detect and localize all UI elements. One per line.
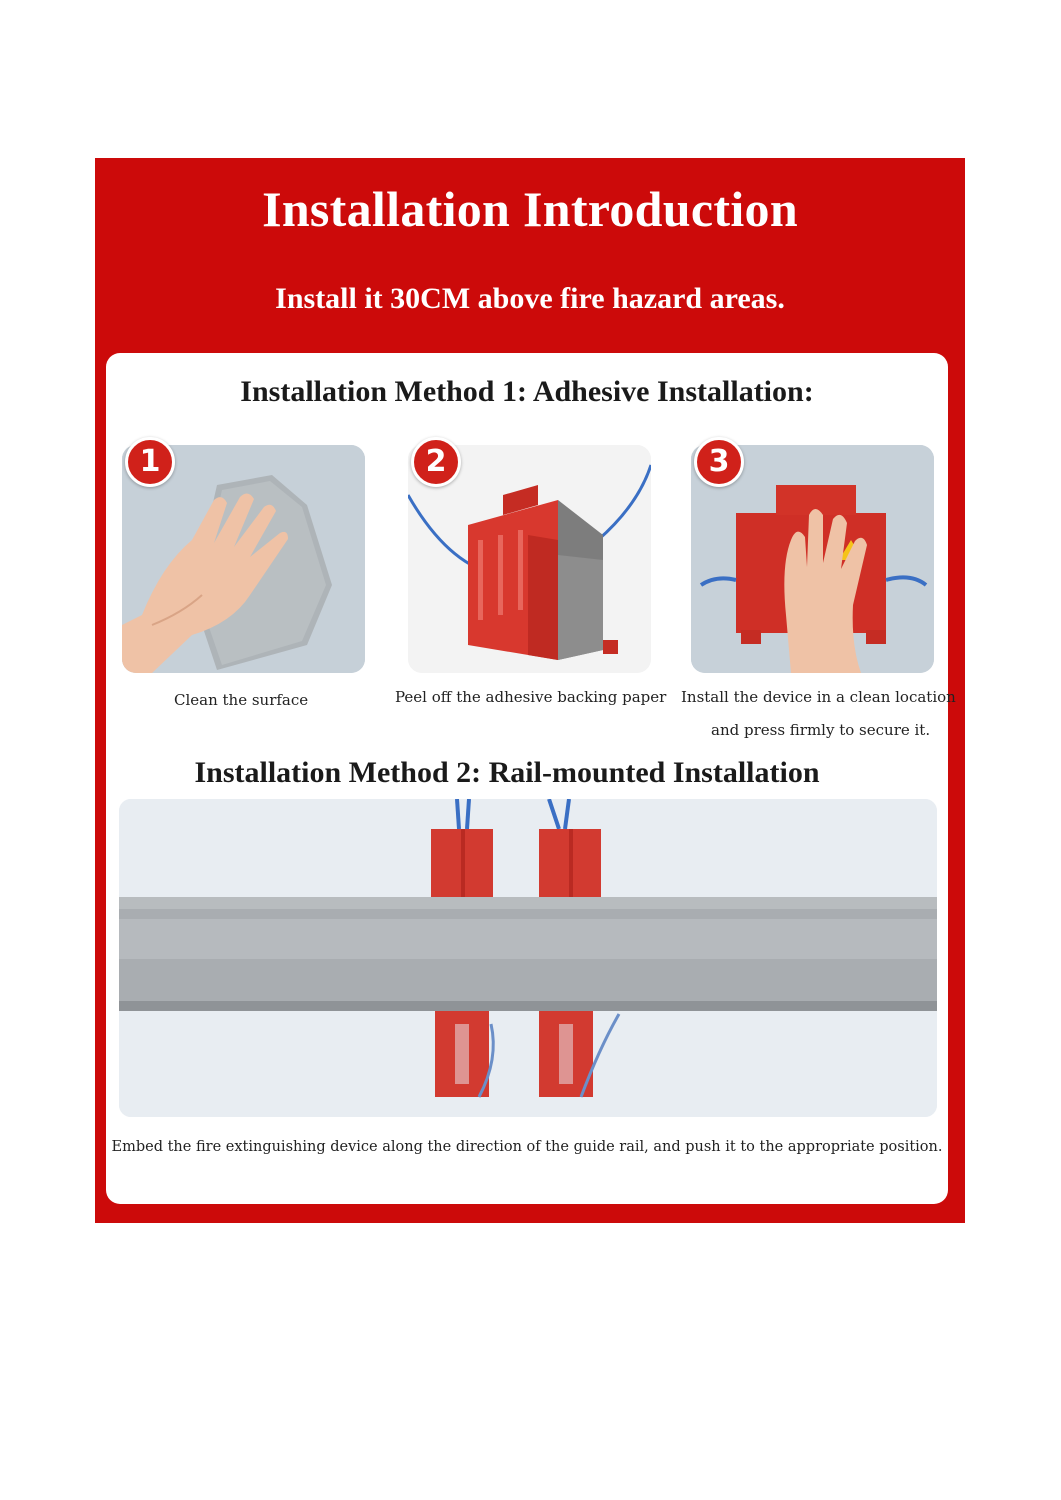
method-2-title: Installation Method 2: Rail-mounted Installation — [194, 756, 820, 789]
step-3-badge: 3 — [694, 437, 744, 487]
instructions-card — [106, 353, 956, 1204]
step-2-caption: Peel off the adhesive backing paper — [395, 688, 667, 706]
rail-mounted-photo — [119, 799, 937, 1117]
poster-title: Installation Introduction — [262, 181, 798, 237]
step-1-badge: 1 — [125, 437, 175, 487]
din-rail-mounting-icon — [119, 799, 937, 1117]
step-1-caption: Clean the surface — [174, 691, 309, 709]
installation-poster — [95, 158, 965, 1223]
method-1-title: Installation Method 1: Adhesive Installation: — [240, 375, 814, 408]
method-2-caption: Embed the fire extinguishing device along the direction of the guide rail, and push it to the appropriate position. — [111, 1139, 943, 1155]
step-3-caption-line-1: Install the device in a clean location — [681, 688, 956, 706]
step-2-badge: 2 — [411, 437, 461, 487]
step-3-caption-line-2: and press firmly to secure it. — [711, 721, 931, 739]
poster-subtitle: Install it 30CM above fire hazard areas. — [275, 282, 785, 315]
